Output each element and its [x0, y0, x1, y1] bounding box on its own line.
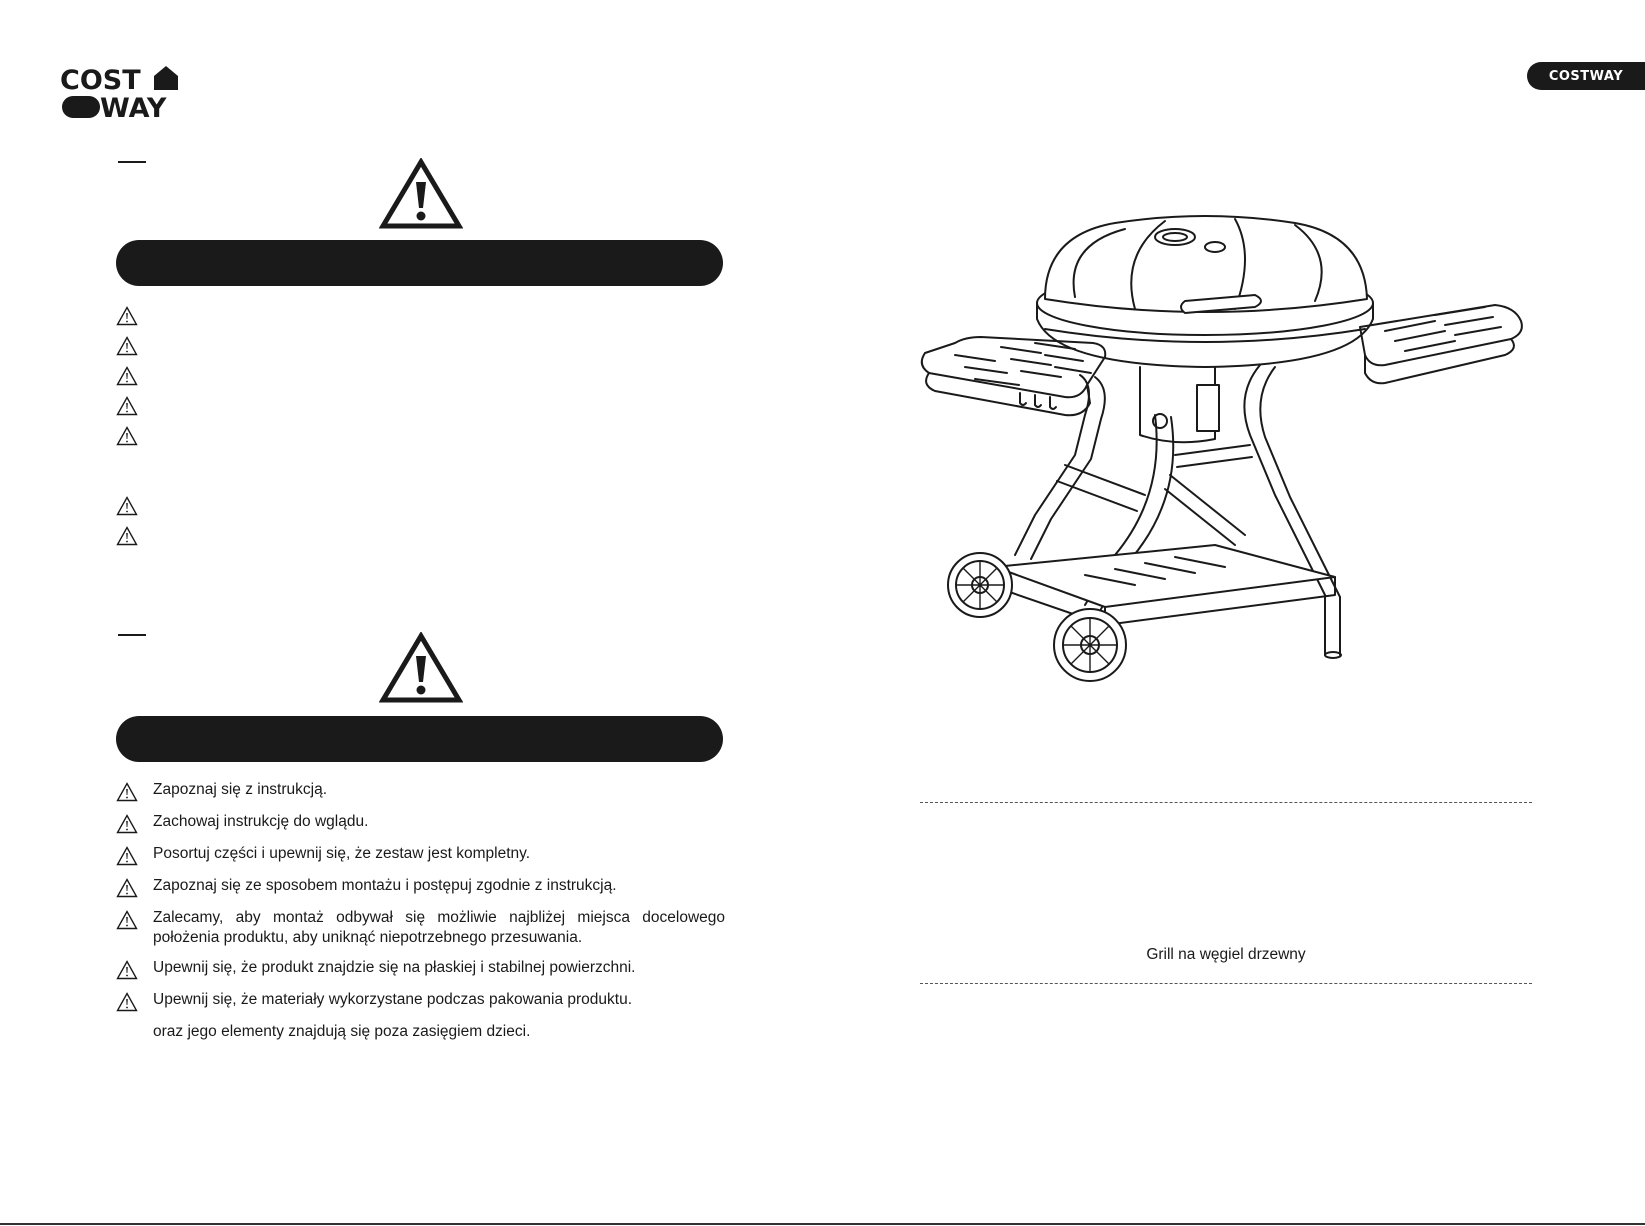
section-2-marker — [118, 634, 146, 636]
list-item-text: Posortuj części i upewnij się, że zestaw jest kompletny. — [153, 845, 531, 862]
section-2-list — [116, 780, 726, 1042]
list-item-text: Zapoznaj się z instrukcją. — [153, 781, 328, 798]
page-bottom-rule — [0, 1223, 1645, 1225]
warning-triangle-icon — [379, 632, 463, 704]
list-item-text: Upewnij się, że produkt znajdzie się na płaskiej i stabilnej powierzchni. — [153, 959, 636, 976]
svg-text:COST: COST — [60, 65, 141, 96]
list-item — [116, 990, 726, 1012]
warning-triangle-icon — [116, 878, 138, 898]
warning-triangle-icon — [116, 396, 138, 416]
costway-logo — [60, 64, 185, 120]
section-1-header-bar — [116, 240, 723, 286]
list-item-text: Upewnij się, że materiały wykorzystane podczas pakowania produktu. — [153, 991, 633, 1008]
divider-bottom — [920, 983, 1532, 984]
warning-triangle-icon — [116, 306, 138, 326]
product-name: Grill na węgiel drzewny — [1146, 946, 1306, 963]
list-item-text: Zalecamy, aby montaż odbywał się możliwie najbliżej miejsca docelowego położenia produktu, aby uniknąć niepotrzebnego przesuwania. — [153, 909, 725, 946]
section-1-marker — [118, 161, 146, 163]
section-2-header-bar — [116, 716, 723, 762]
list-item-continuation — [116, 1022, 726, 1042]
brand-tab: COSTWAY — [1527, 62, 1645, 90]
warning-triangle-icon — [116, 336, 138, 356]
divider-top — [920, 802, 1532, 803]
warning-triangle-icon — [116, 426, 138, 446]
warning-triangle-icon — [116, 496, 138, 516]
warning-triangle-icon — [116, 366, 138, 386]
list-item-text: Zachowaj instrukcję do wglądu. — [153, 813, 369, 830]
list-item — [116, 876, 726, 898]
list-item — [116, 844, 726, 866]
warning-triangle-icon — [116, 992, 138, 1012]
warning-triangle-icon — [116, 814, 138, 834]
warning-triangle-icon — [116, 960, 138, 980]
list-item-text: oraz jego elementy znajdują się poza zasięgiem dzieci. — [153, 1023, 531, 1040]
warning-triangle-icon — [116, 526, 138, 546]
list-item — [116, 780, 726, 802]
warning-triangle-icon — [379, 158, 463, 230]
warning-triangle-icon — [116, 846, 138, 866]
charcoal-grill-illustration — [915, 215, 1535, 725]
list-item-text: Zapoznaj się ze sposobem montażu i postępuj zgodnie z instrukcją. — [153, 877, 617, 894]
list-item — [116, 908, 726, 948]
list-item — [116, 958, 726, 980]
warning-triangle-icon — [116, 910, 138, 930]
list-item — [116, 812, 726, 834]
warning-triangle-icon — [116, 782, 138, 802]
svg-text:WAY: WAY — [100, 93, 167, 120]
